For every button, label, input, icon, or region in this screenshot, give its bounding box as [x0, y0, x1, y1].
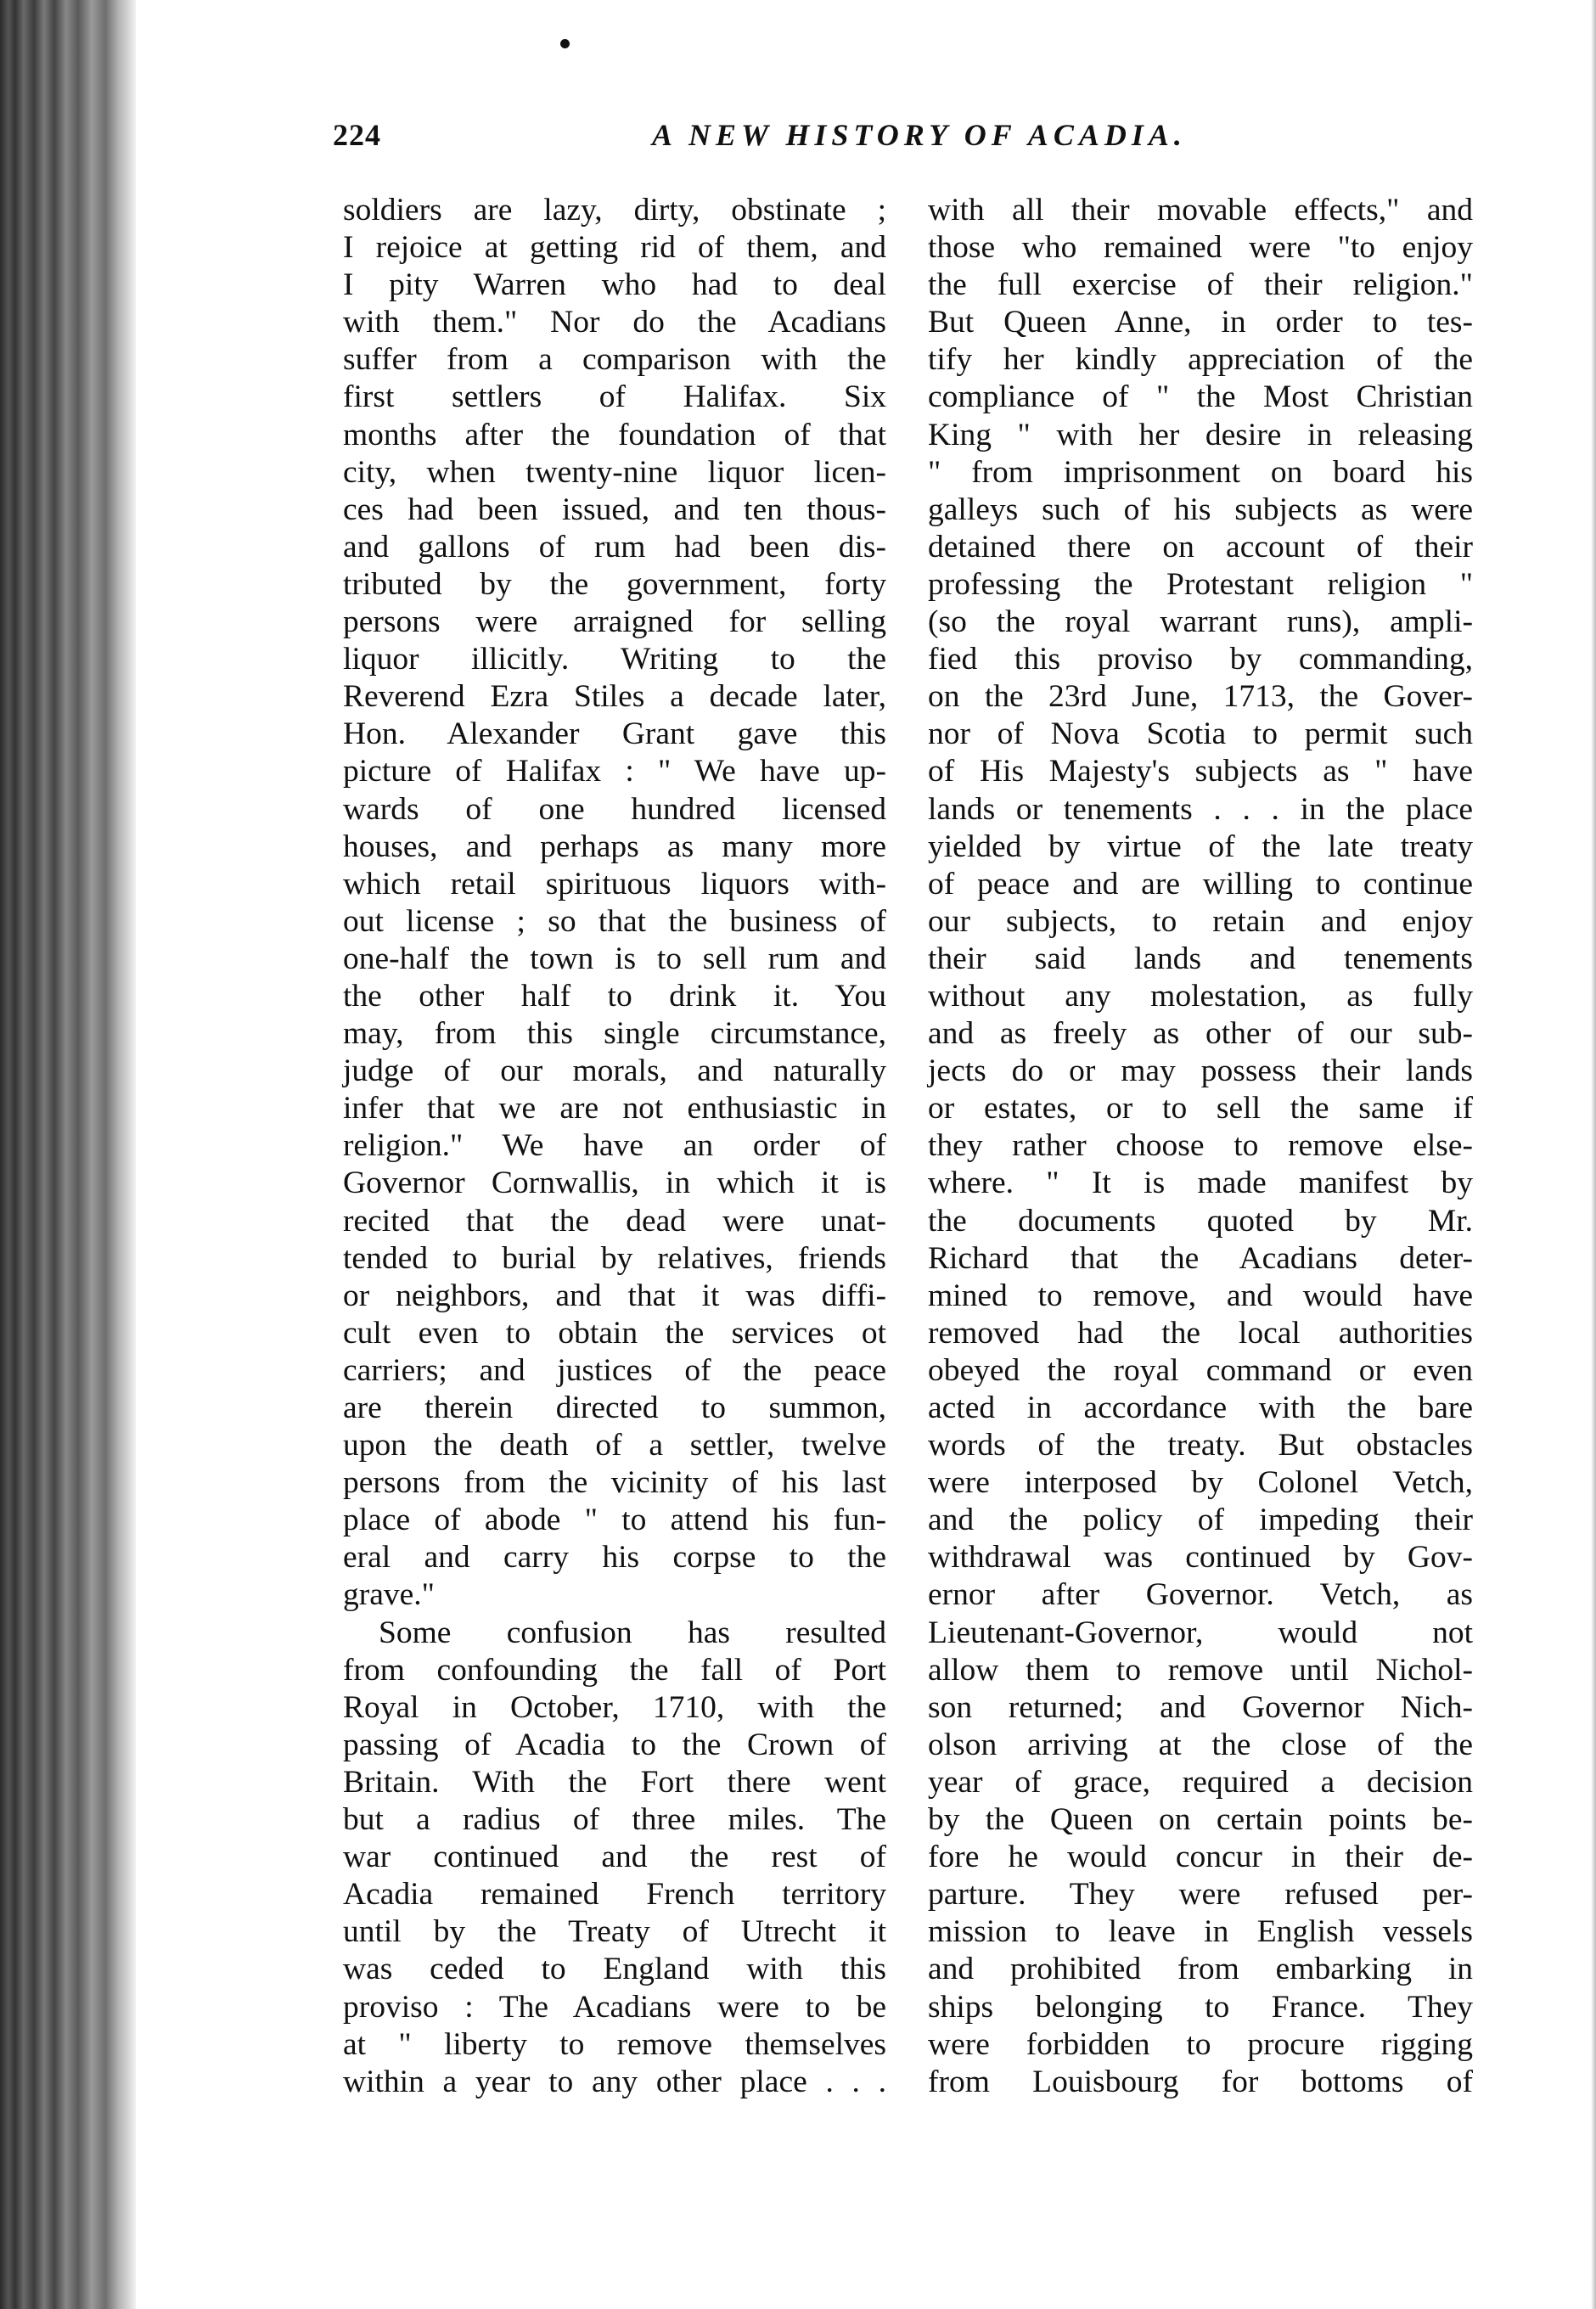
text-line: where. " It is made manifest by	[928, 1166, 1473, 1201]
text-line: jects do or may possess their lands	[928, 1053, 1473, 1089]
text-line: one-half the town is to sell rum and	[343, 941, 886, 976]
text-line: Royal in October, 1710, with the	[343, 1689, 886, 1725]
text-line: of His Majesty's subjects as " have	[928, 754, 1473, 789]
text-line: out license ; so that the business of	[343, 903, 886, 939]
scan-edge	[0, 0, 136, 2309]
text-line: acted in accordance with the bare	[928, 1390, 1473, 1425]
text-line: which retail spirituous liquors with-	[343, 866, 886, 902]
text-line: soldiers are lazy, dirty, obstinate ;	[343, 193, 886, 228]
text-line: I rejoice at getting rid of them, and	[343, 230, 886, 266]
text-line: nor of Nova Scotia to permit such	[928, 716, 1473, 752]
text-line: suffer from a comparison with the	[343, 342, 886, 378]
text-line: fore he would concur in their de-	[928, 1840, 1473, 1875]
text-line: and prohibited from embarking in	[928, 1952, 1473, 1987]
text-line: the full exercise of their religion."	[928, 267, 1473, 303]
text-line: from Louisbourg for bottoms of	[928, 2064, 1473, 2099]
text-line: tify her kindly appreciation of the	[928, 342, 1473, 378]
text-line: tended to burial by relatives, friends	[343, 1240, 886, 1276]
text-line: the documents quoted by Mr.	[928, 1203, 1473, 1239]
text-line: of peace and are willing to continue	[928, 866, 1473, 902]
text-line: Lieutenant-Governor, would not	[928, 1615, 1473, 1650]
right-column	[928, 192, 1473, 2101]
text-line: professing the Protestant religion "	[928, 566, 1473, 602]
text-line: Hon. Alexander Grant gave this	[343, 716, 886, 752]
text-line: ernor after Governor. Vetch, as	[928, 1577, 1473, 1613]
text-line: and as freely as other of our sub-	[928, 1016, 1473, 1052]
text-line: were interposed by Colonel Vetch,	[928, 1465, 1473, 1501]
text-line: place of abode " to attend his fun-	[343, 1503, 886, 1538]
text-line: But Queen Anne, in order to tes-	[928, 305, 1473, 340]
text-line: and gallons of rum had been dis-	[343, 529, 886, 565]
text-line: their said lands and tenements	[928, 941, 1473, 976]
text-line: year of grace, required a decision	[928, 1764, 1473, 1800]
page-header	[333, 117, 1479, 160]
text-line: but a radius of three miles. The	[343, 1802, 886, 1838]
text-line: tributed by the government, forty	[343, 566, 886, 602]
text-line: infer that we are not enthusiastic in	[343, 1091, 886, 1126]
text-line: from confounding the fall of Port	[343, 1652, 886, 1688]
text-line: the other half to drink it. You	[343, 978, 886, 1014]
text-line: religion." We have an order of	[343, 1128, 886, 1164]
text-line: " from imprisonment on board his	[928, 454, 1473, 490]
text-line: olson arriving at the close of the	[928, 1727, 1473, 1762]
text-line: with all their movable effects," and	[928, 193, 1473, 228]
text-line: (so the royal warrant runs), ampli-	[928, 604, 1473, 640]
page-number: 224	[333, 118, 381, 152]
text-line: detained there on account of their	[928, 529, 1473, 565]
text-line: proviso : The Acadians were to be	[343, 1989, 886, 2025]
text-line: Acadia remained French territory	[343, 1877, 886, 1913]
text-line: Governor Cornwallis, in which it is	[343, 1166, 886, 1201]
text-line: with them." Nor do the Acadians	[343, 305, 886, 340]
text-line: liquor illicitly. Writing to the	[343, 642, 886, 677]
text-line: at " liberty to remove themselves	[343, 2026, 886, 2062]
text-line: withdrawal was continued by Gov-	[928, 1540, 1473, 1576]
text-line: they rather choose to remove else-	[928, 1128, 1473, 1164]
text-line: without any molestation, as fully	[928, 978, 1473, 1014]
text-line: Some confusion has resulted	[379, 1615, 886, 1650]
text-line: Britain. With the Fort there went	[343, 1764, 886, 1800]
text-line: carriers; and justices of the peace	[343, 1352, 886, 1388]
text-line: are therein directed to summon,	[343, 1390, 886, 1425]
text-line: by the Queen on certain points be-	[928, 1802, 1473, 1838]
text-line: ces had been issued, and ten thous-	[343, 492, 886, 527]
text-line: within a year to any other place . . .	[343, 2064, 886, 2099]
text-line: passing of Acadia to the Crown of	[343, 1727, 886, 1762]
text-line: King " with her desire in releasing	[928, 417, 1473, 452]
text-line: mission to leave in English vessels	[928, 1914, 1473, 1950]
text-line: our subjects, to retain and enjoy	[928, 903, 1473, 939]
text-line: ships belonging to France. They	[928, 1989, 1473, 2025]
text-line: those who remained were "to enjoy	[928, 230, 1473, 266]
text-line: picture of Halifax : " We have up-	[343, 754, 886, 789]
text-line: Richard that the Acadians deter-	[928, 1240, 1473, 1276]
text-line: months after the foundation of that	[343, 417, 886, 452]
text-line: was ceded to England with this	[343, 1952, 886, 1987]
text-line: recited that the dead were unat-	[343, 1203, 886, 1239]
text-line: obeyed the royal command or even	[928, 1352, 1473, 1388]
text-line: upon the death of a settler, twelve	[343, 1428, 886, 1463]
text-line: I pity Warren who had to deal	[343, 267, 886, 303]
text-line: city, when twenty-nine liquor licen-	[343, 454, 886, 490]
text-line: on the 23rd June, 1713, the Gover-	[928, 679, 1473, 715]
text-line: compliance of " the Most Christian	[928, 379, 1473, 415]
text-line: mined to remove, and would have	[928, 1278, 1473, 1313]
text-line: may, from this single circumstance,	[343, 1016, 886, 1052]
text-line: persons were arraigned for selling	[343, 604, 886, 640]
text-line: lands or tenements . . . in the place	[928, 791, 1473, 827]
text-line: allow them to remove until Nichol-	[928, 1652, 1473, 1688]
text-line: eral and carry his corpse to the	[343, 1540, 886, 1576]
text-line: houses, and perhaps as many more	[343, 829, 886, 864]
text-line: Reverend Ezra Stiles a decade later,	[343, 679, 886, 715]
text-line: words of the treaty. But obstacles	[928, 1428, 1473, 1463]
text-line: were forbidden to procure rigging	[928, 2026, 1473, 2062]
text-line: fied this proviso by commanding,	[928, 642, 1473, 677]
print-mark	[560, 39, 570, 48]
text-line: judge of our morals, and naturally	[343, 1053, 886, 1089]
text-line: war continued and the rest of	[343, 1840, 886, 1875]
scan-edge-right	[1591, 0, 1596, 2309]
text-line: galleys such of his subjects as were	[928, 492, 1473, 527]
text-line: removed had the local authorities	[928, 1315, 1473, 1351]
running-title: A NEW HISTORY OF ACADIA.	[652, 118, 1187, 152]
text-line: cult even to obtain the services ot	[343, 1315, 886, 1351]
text-line: wards of one hundred licensed	[343, 791, 886, 827]
text-line: first settlers of Halifax. Six	[343, 379, 886, 415]
text-line: and the policy of impeding their	[928, 1503, 1473, 1538]
left-column	[343, 192, 886, 2101]
text-line: yielded by virtue of the late treaty	[928, 829, 1473, 864]
text-line: or neighbors, and that it was diffi-	[343, 1278, 886, 1313]
text-line: persons from the vicinity of his last	[343, 1465, 886, 1501]
text-line: or estates, or to sell the same if	[928, 1091, 1473, 1126]
text-line: until by the Treaty of Utrecht it	[343, 1914, 886, 1950]
text-line: grave."	[343, 1577, 435, 1613]
text-line: parture. They were refused per-	[928, 1877, 1473, 1913]
text-line: son returned; and Governor Nich-	[928, 1689, 1473, 1725]
